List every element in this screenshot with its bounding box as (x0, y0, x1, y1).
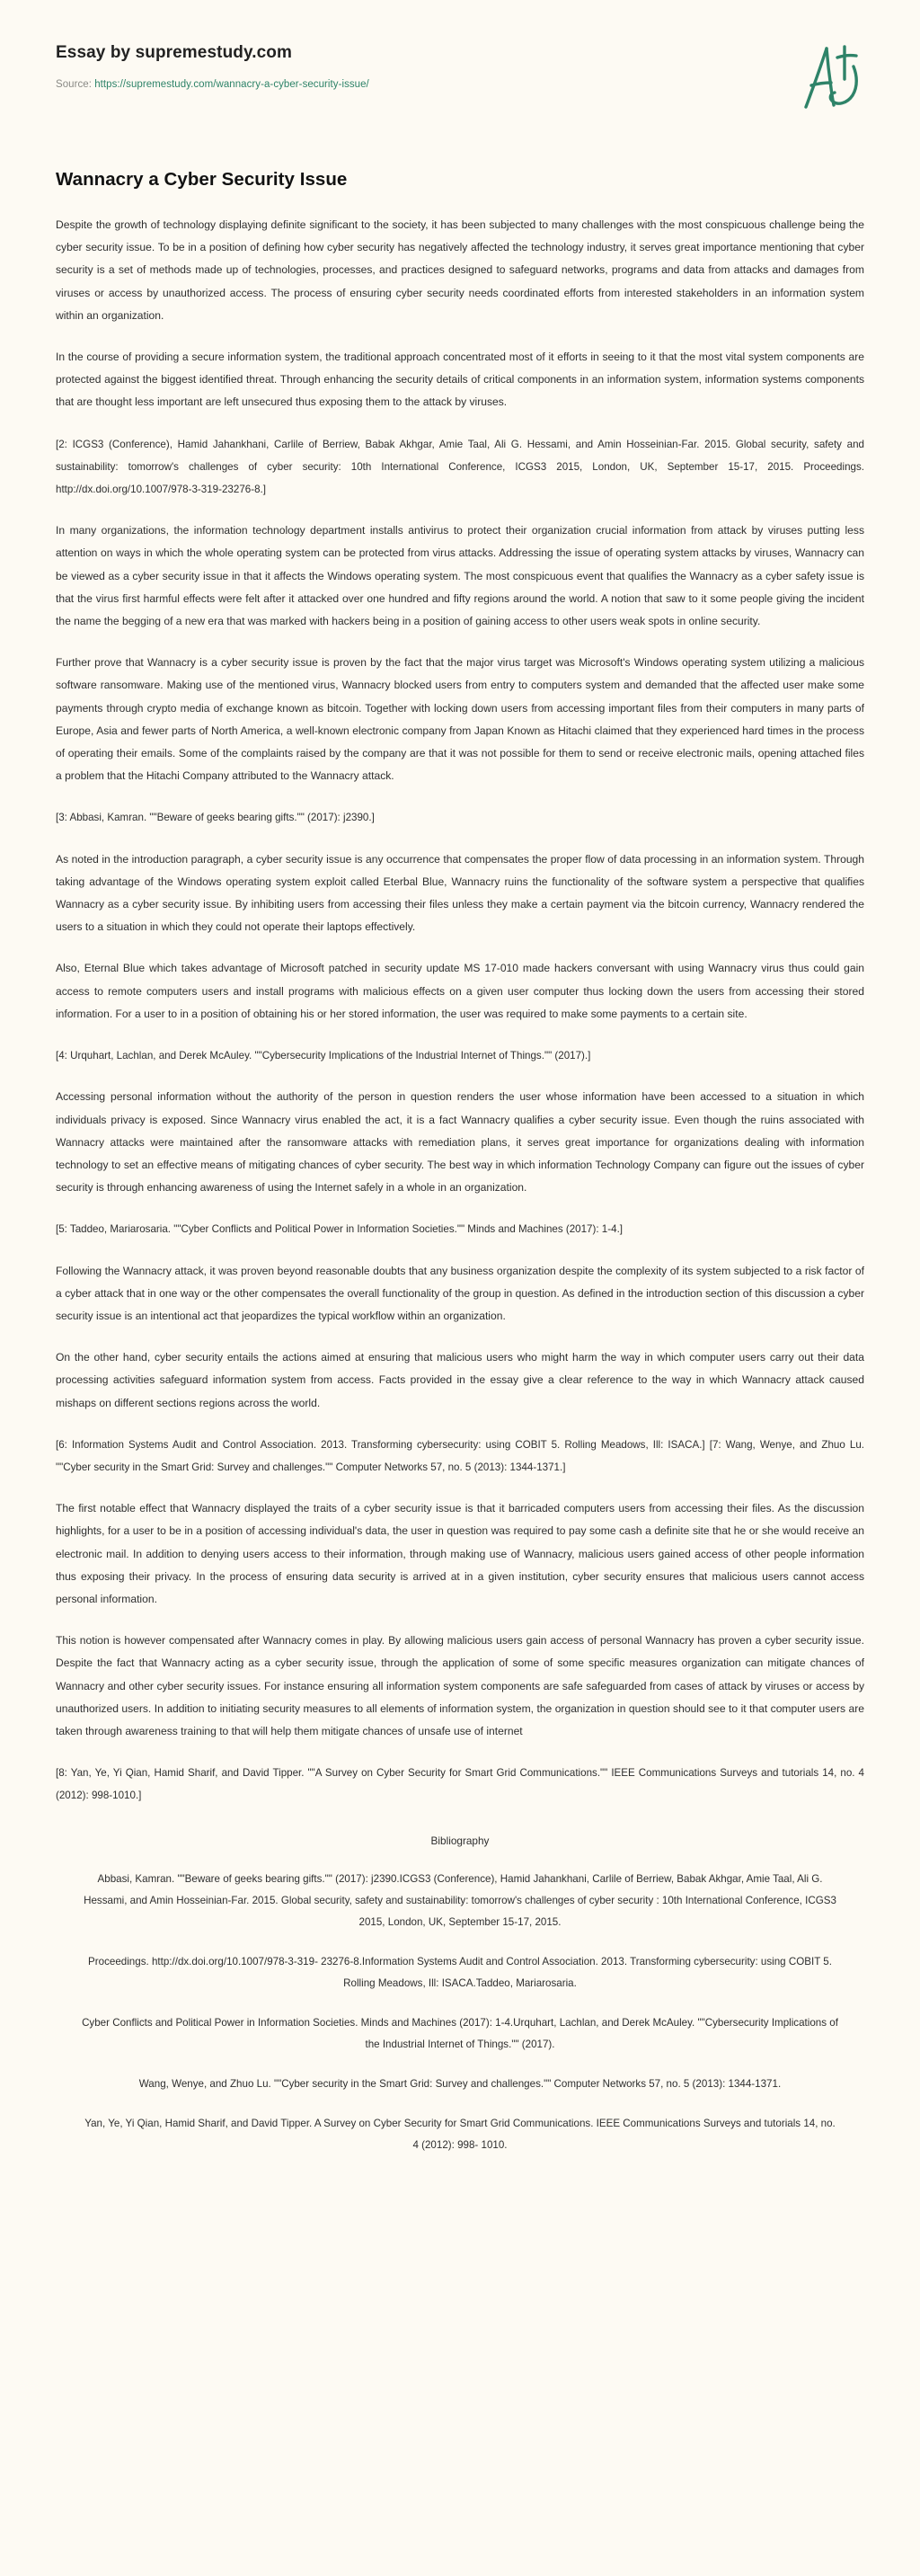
bibliography-entry: Wang, Wenye, and Zhuo Lu. ""Cyber security in the Smart Grid: Survey and challenges."" Computer Networks 57, no. 5 (2013): 1344-1371. (138, 2077, 782, 2090)
body-paragraph: Also, Eternal Blue which takes advantage of Microsoft patched in security update MS 17-010 made hackers conversant with using Wannacry virus thus could gain access to remote computers users and install programs with malicious effects on a given user computer thus locking down the users from accessing their stored information. For a user to in a position of obtaining his or her stored information, the user was required to make some payments to a certain site. (56, 962, 864, 1020)
source-label: Source: (56, 79, 92, 90)
body-paragraph: Accessing personal information without the authority of the person in question renders the user whose information have been accessed to a situation in which individuals privacy is exposed. Since Wannacry virus enabled the act, it is a fact Wannacry qualifies a cyber security issue. Even though the ruins associated with Wannacry attacks were maintained after the ransomware attacks with remediation plans, it serves great importance for organizations dealing with information technology to set an effective means of mitigating chances of cyber security. The best way in which information Technology Company can figure out the issues of cyber security is through enhancing awareness of using the Internet safely in a whole in an organization. (56, 1090, 864, 1195)
body-paragraph: Further prove that Wannacry is a cyber security issue is proven by the fact that the major virus target was Microsoft's Windows operating system utilizing a malicious software ransomware. Making use of the mentioned virus, Wannacry blocked users from entry to computers system and demanded that the affected user make some payments through crypto media of exchange known as bitcoin. Together with locking down users from accessing important files from their computers in many parts of Europe, Asia and fewer parts of North America, a well-known electronic company from Japan Known as Hitachi claimed that they experienced hard times in the process of operating their emails. Some of the complaints raised by the company are that it was not possible for them to send or receive electronic mails, opening attached files a problem that the Hitachi Company attributed to the Wannacry attack. (56, 656, 864, 783)
bibliography-entry: Abbasi, Kamran. ""Beware of geeks bearing gifts."" (2017): j2390.ICGS3 (Conference), Hamid Jahankhani, Carlile of Berriew, Babak Akhgar, Amie Taal, Ali G. Hessami, and Amin Hosseinian-Far. 2015. Global security, safety and sustainability: tomorrow's challenges of cyber security : 10th International Conference, ICGS3 2015, London, UK, September 15-17, 2015. (84, 1872, 836, 1928)
footnote-reference: [3: Abbasi, Kamran. ""Beware of geeks bearing gifts."" (2017): j2390.] (56, 812, 375, 824)
body-paragraph: Following the Wannacry attack, it was proven beyond reasonable doubts that any business organization despite the complexity of its system subjected to a risk factor of a cyber attack that in one way or the other compensates the overall functionality of the group in question. As defined in the introduction section of this discussion a cyber security issue is an intentional act that jeopardizes the typical workflow within an organization. (56, 1264, 864, 1322)
body-paragraph: Despite the growth of technology displaying definite significant to the society, it has been subjected to many challenges with the most conspicuous challenge being the cyber security issue. To be in a position of defining how cyber security has negatively affected the technology industry, it serves great importance mentioning that cyber security is a set of methods made up of technologies, processes, and practices designed to safeguard networks, programs and data from attacks and damages from viruses or access by unauthorized access. The process of ensuring cyber security needs coordinated efforts from interested stakeholders in an information system within an organization. (56, 218, 864, 322)
footnote-reference: [2: ICGS3 (Conference), Hamid Jahankhani, Carlile of Berriew, Babak Akhgar, Amie Taal, Ali G. Hessami, and Amin Hosseinian-Far. 2015. Global security, safety and sustainability: tomorrow's challenges of cyber security: 10th International Conference, ICGS3 2015, London, UK, September 15-17, 2015. Proceedings. http://dx.doi.org/10.1007/978-3-319-23276-8.] (56, 438, 864, 496)
body-paragraph: In many organizations, the information technology department installs antivirus to protect their organization crucial information from attack by viruses putting less attention on ways in which the whole operating system can be protected from virus attacks. Addressing the issue of operating system attacks by viruses, Wannacry can be viewed as a cyber security issue in that it affects the Windows operating system. The most conspicuous event that qualifies the Wannacry as a cyber safety issue is that the virus first harmful effects were felt after it attacked over one hundred and fifty regions around the world. A notion that saw to it some people giving the incident the name the begging of a new era that was marked with hackers being in a position of gaining access to other users weak spots in online security. (56, 524, 864, 628)
bibliography-list (56, 1869, 864, 2156)
footnote-reference: [4: Urquhart, Lachlan, and Derek McAuley. ""Cybersecurity Implications of the Industrial Internet of Things."" (2017).] (56, 1050, 591, 1062)
bibliography-entry: Proceedings. http://dx.doi.org/10.1007/978-3-319- 23276-8.Information Systems Audit and Control Association. 2013. Transforming cybersecurity: using COBIT 5. Rolling Meadows, Ill: ISACA.Taddeo, Mariarosaria. (88, 1955, 832, 1989)
footnote-reference: [8: Yan, Ye, Yi Qian, Hamid Sharif, and David Tipper. ""A Survey on Cyber Security for Smart Grid Communications."" IEEE Communications Surveys and tutorials 14, no. 4 (2012): 998-1010.] (56, 1767, 864, 1802)
page-header (0, 0, 920, 117)
bibliography-heading: Bibliography (430, 1834, 490, 1847)
body-paragraph: This notion is however compensated after Wannacry comes in play. By allowing malicious users gain access of personal Wannacry has proven a cyber security issue. Despite the fact that Wannacry acting as a cyber security issue, through the application of some of some specific measures organization can mitigate chances of Wannacry and other cyber security issues. For instance ensuring all information system components are safe safeguarded from cases of attack by viruses or access by unauthorized users. In addition to initiating security measures to all elements of information system, the organization in question should see to it that computer users are taken through awareness training to that will help them mitigate chances of unsafe use of internet (56, 1634, 864, 1737)
body-paragraph: In the course of providing a secure information system, the traditional approach concentrated most of it efforts in seeing to it that the most vital system components are protected against the biggest identified threat. Through enhancing the security details of critical components in an information system, information systems components that are thought less important are left unsecured thus exposing them to the attack by viruses. (56, 351, 864, 409)
body-paragraph: As noted in the introduction paragraph, a cyber security issue is any occurrence that compensates the proper flow of data processing in an information system. Through taking advantage of the Windows operating system exploit called Eterbal Blue, Wannacry ruins the functionality of the software system a perspective that qualifies Wannacry as a cyber security issue. By inhibiting users from accessing their files unless they make a certain payment via the bitcoin currency, Wannacry rendered the users to a situation in which they could not operate their laptops effectively. (56, 852, 864, 934)
paragraph-list (56, 214, 864, 1808)
body-paragraph: On the other hand, cyber security entails the actions aimed at ensuring that malicious users who might harm the way in which computer users carry out their data processing activities safeguard information system from access. Facts provided in the essay give a clear reference to the way in which Wannacry attack caused mishaps on different sections regions across the world. (56, 1351, 864, 1409)
footnote-reference: [6: Information Systems Audit and Control Association. 2013. Transforming cybersecurity: using COBIT 5. Rolling Meadows, Ill: ISACA.] [7: Wang, Wenye, and Zhuo Lu. ""Cyber security in the Smart Grid: Survey and challenges."" Computer Networks 57, no. 5 (2013): 1344-1371.] (56, 1438, 864, 1473)
bibliography-entry: Yan, Ye, Yi Qian, Hamid Sharif, and David Tipper. A Survey on Cyber Security for Smart Grid Communications. IEEE Communications Surveys and tutorials 14, no. 4 (2012): 998- 1010. (84, 2117, 836, 2151)
a-plus-logo-icon (800, 43, 864, 113)
brand-title: Essay by supremestudy.com (56, 43, 292, 62)
document-body (0, 117, 920, 2201)
bibliography-entry: Cyber Conflicts and Political Power in Information Societies. Minds and Machines (2017): 1-4.Urquhart, Lachlan, and Derek McAuley. ""Cybersecurity Implications of the Industrial Internet of Things."" (2017). (82, 2016, 838, 2050)
page-title: Wannacry a Cyber Security Issue (56, 169, 348, 190)
body-paragraph: The first notable effect that Wannacry displayed the traits of a cyber security issue is that it barricaded computers users from accessing their files. As the discussion highlights, for a user to be in a position of accessing individual's data, the user in question was required to pay some cash a definite site that he or she would receive an electronic mail. In addition to denying users access to their information, through making use of Wannacry, malicious users gained access of other people information thus exposing their privacy. In the process of ensuring data security is arrived at in a given institution, cyber security ensures that malicious users cannot access personal information. (56, 1502, 864, 1605)
footnote-reference: [5: Taddeo, Mariarosaria. ""Cyber Conflicts and Political Power in Information Societies."" Minds and Machines (2017): 1-4.] (56, 1223, 624, 1236)
source-line (56, 79, 864, 90)
source-url-link[interactable]: https://supremestudy.com/wannacry-a-cyber-security-issue/ (94, 79, 369, 90)
